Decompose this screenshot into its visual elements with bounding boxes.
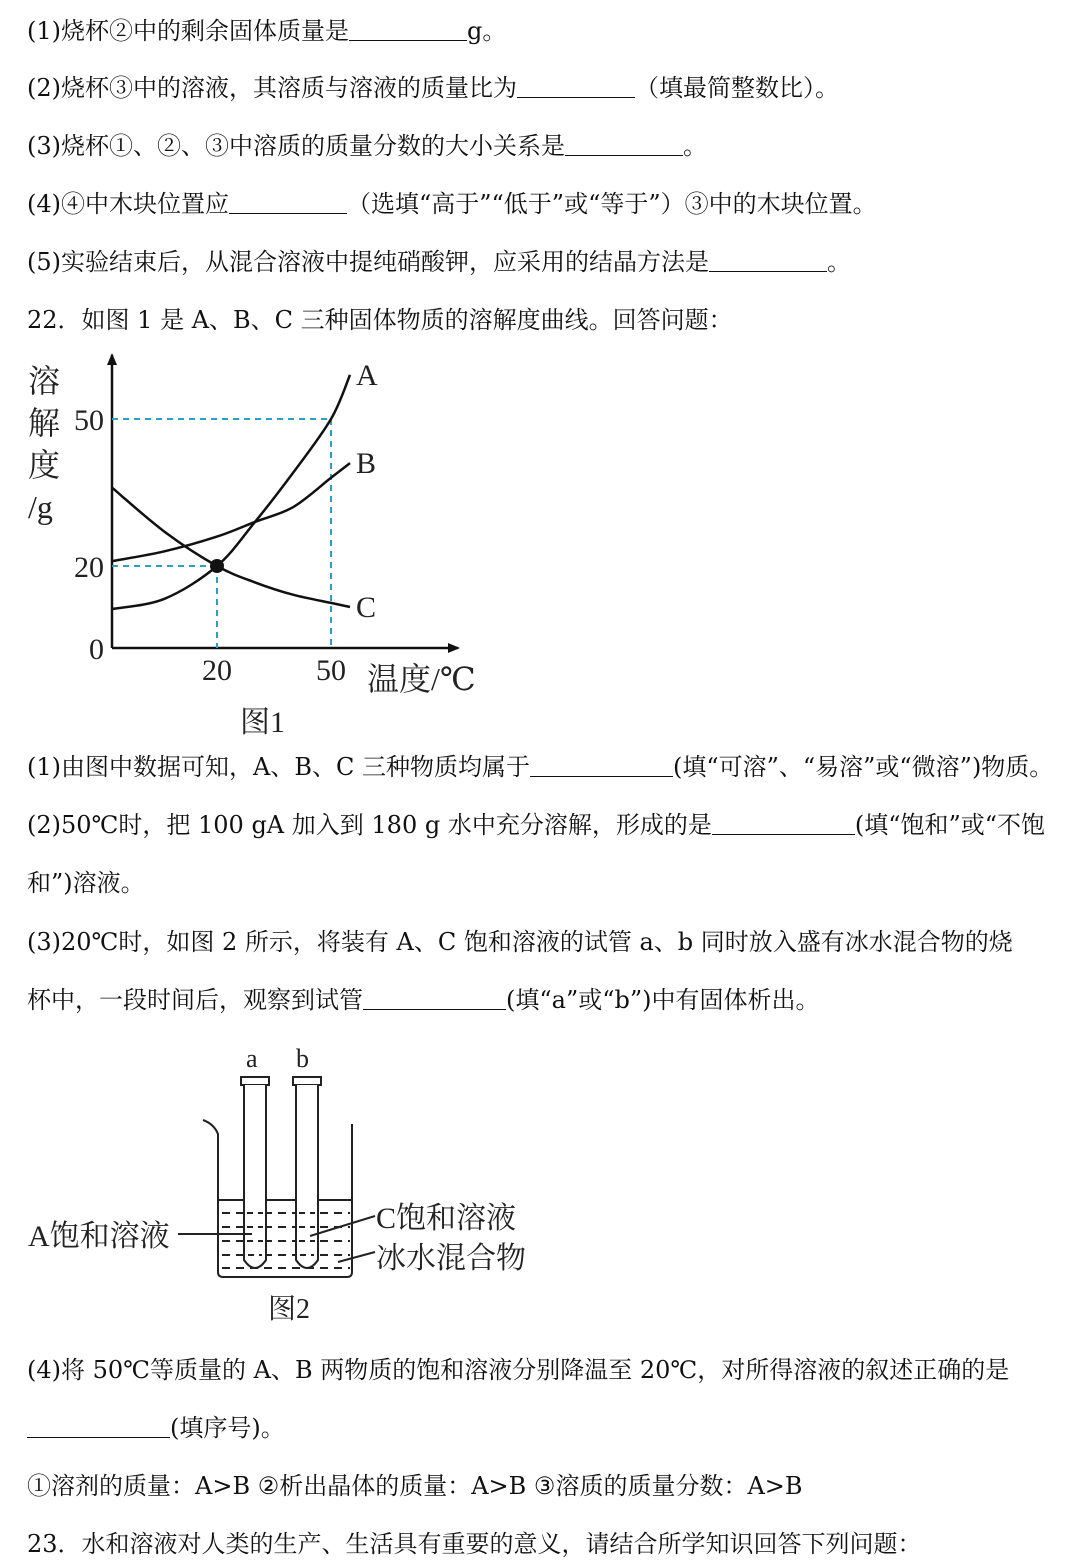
q22-item-3-hint: (填“a”或“b”)中有固体析出。 — [506, 986, 820, 1014]
ice-water-mixture — [222, 1213, 350, 1268]
series-labels — [356, 359, 378, 624]
q21-item-2 — [27, 73, 839, 103]
q21-item-2-hint: （填最简整数比）。 — [635, 74, 839, 102]
label-a-solution: A饱和溶液 — [28, 1220, 170, 1253]
intersection-point — [210, 559, 224, 573]
x-axis-label: 温度/℃ — [367, 661, 476, 697]
q22-item-2-text: (2)50℃时，把 100 gA 加入到 180 g 水中充分溶解，形成的是 — [27, 811, 712, 839]
tube-a-label: a — [246, 1044, 258, 1073]
answer-blank[interactable] — [712, 812, 855, 835]
q22-item-4-hint: (填序号)。 — [170, 1414, 285, 1442]
q22-item-4: (4)将 50℃等质量的 A、B 两物质的饱和溶液分别降温至 20℃，对所得溶液的叙述正确的是 — [27, 1356, 1010, 1384]
q22-item-2-hint: (填“饱和”或“不饱 — [854, 811, 1046, 839]
q21-item-1 — [27, 16, 506, 46]
leader-line-c — [310, 1216, 375, 1236]
leader-line-ice — [338, 1252, 375, 1262]
guide-lines — [112, 419, 331, 648]
curves — [112, 375, 350, 609]
answer-blank[interactable] — [565, 133, 683, 156]
q21-item-1-text: (1)烧杯②中的剩余固体质量是 — [27, 17, 349, 45]
series-label-b: B — [356, 447, 377, 481]
answer-blank[interactable] — [229, 191, 347, 214]
q21-item-3 — [27, 131, 707, 161]
answer-blank[interactable] — [349, 18, 467, 41]
q22-intro: 22．如图 1 是 A、B、C 三种固体物质的溶解度曲线。回答问题： — [27, 306, 733, 334]
q21-item-3-text: (3)烧杯①、②、③中溶质的质量分数的大小关系是 — [27, 132, 565, 160]
q21-item-5-end: 。 — [827, 248, 851, 276]
label-ice-water: 冰水混合物 — [376, 1242, 526, 1275]
q21-item-5 — [27, 247, 851, 277]
y-tick-label: 20 — [74, 551, 104, 584]
q21-item-5-text: (5)实验结束后，从混合溶液中提纯硝酸钾，应采用的结晶方法是 — [27, 248, 709, 276]
curve-c — [112, 488, 350, 607]
x-tick-label: 20 — [202, 654, 232, 687]
answer-blank[interactable] — [709, 249, 827, 272]
q21-item-1-unit: g。 — [467, 17, 507, 45]
q21-item-3-end: 。 — [683, 132, 707, 160]
y-tick-label: 50 — [74, 404, 104, 437]
q22-item-3-cont — [27, 985, 819, 1015]
q21-item-4-text: (4)④中木块位置应 — [27, 190, 229, 218]
q22-item-1-hint: (填“可溶”、“易溶”或“微溶”)物质。 — [672, 753, 1054, 781]
series-label-a: A — [356, 358, 378, 392]
answer-blank[interactable] — [27, 1415, 170, 1438]
q22-item-3: (3)20℃时，如图 2 所示，将装有 A、C 饱和溶液的试管 a、b 同时放入盛有冰水混合物的烧 — [27, 928, 1013, 956]
q21-item-4-hint: （选填“高于”“低于”或“等于”）③中的木块位置。 — [347, 190, 877, 218]
label-c-solution: C饱和溶液 — [376, 1202, 517, 1235]
test-tube-a — [241, 1077, 269, 1268]
q22-item-2-cont: 和”)溶液。 — [27, 869, 145, 897]
answer-blank[interactable] — [530, 754, 673, 777]
answer-blank[interactable] — [517, 75, 635, 98]
tick-labels — [74, 404, 346, 687]
tube-b-label: b — [296, 1044, 309, 1073]
figure1-caption: 图1 — [240, 706, 285, 739]
figure2-caption: 图2 — [268, 1294, 311, 1325]
solubility-chart — [0, 350, 560, 750]
answer-blank[interactable] — [363, 987, 506, 1010]
x-tick-label: 50 — [316, 654, 346, 687]
q22-item-3-text: 杯中，一段时间后，观察到试管 — [27, 986, 363, 1014]
y-tick-label: 0 — [89, 633, 104, 666]
q21-item-2-text: (2)烧杯③中的溶液，其溶质与溶液的质量比为 — [27, 74, 517, 102]
beaker — [203, 1120, 352, 1277]
y-axis-label: 溶解度/g — [28, 363, 61, 525]
q22-item-1 — [27, 752, 1053, 782]
curve-b — [112, 463, 350, 561]
q22-item-1-text: (1)由图中数据可知，A、B、C 三种物质均属于 — [27, 753, 530, 781]
q22-item-2 — [27, 810, 1045, 840]
series-label-c: C — [356, 591, 377, 624]
q22-item-4-options: ①溶剂的质量：A>B ②析出晶体的质量：A>B ③溶质的质量分数：A>B — [27, 1472, 803, 1500]
q21-item-4 — [27, 189, 877, 219]
q23-intro: 23．水和溶液对人类的生产、生活具有重要的意义，请结合所学知识回答下列问题： — [27, 1530, 922, 1558]
test-tube-b — [293, 1077, 321, 1268]
q22-item-4-cont — [27, 1413, 285, 1443]
beaker-diagram — [0, 1040, 560, 1340]
